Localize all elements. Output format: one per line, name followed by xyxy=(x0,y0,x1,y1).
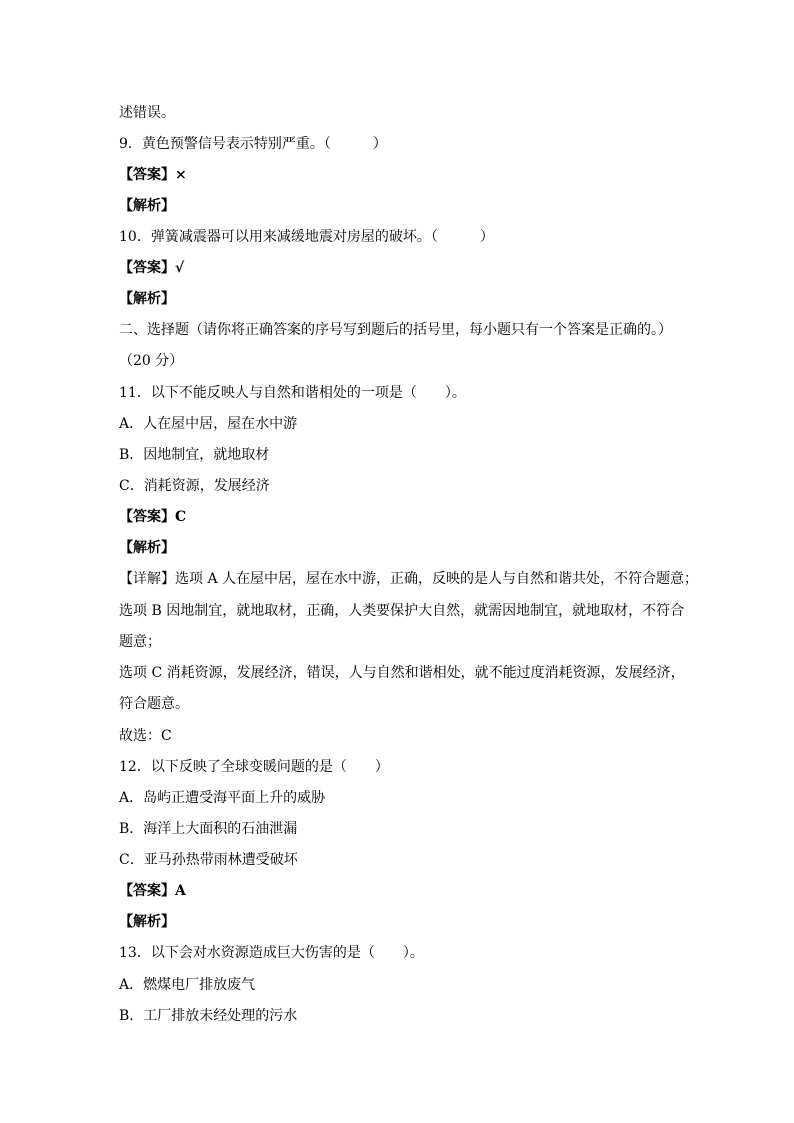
section-score: （20 分） xyxy=(119,353,184,369)
detail-11-line-1: 【详解】选项 A 人在屋中居，屋在水中游，正确，反映的是人与自然和谐共处，不符合题意； xyxy=(119,571,699,587)
option-12-b: B．海洋上大面积的石油泄漏 xyxy=(119,821,298,837)
option-12-c: C．亚马孙热带雨林遭受破坏 xyxy=(119,852,298,868)
detail-11-line-2: 选项 B 因地制宜，就地取材，正确，人类要保护大自然，就需因地制宜，就地取材，不符合 xyxy=(119,603,685,619)
analysis-9: 【解析】 xyxy=(119,198,175,214)
question-13: 13．以下会对水资源造成巨大伤害的是（ ）。 xyxy=(119,945,424,961)
option-13-a: A．燃煤电厂排放废气 xyxy=(119,977,256,993)
question-12: 12．以下反映了全球变暖问题的是（ ） xyxy=(119,759,389,775)
option-11-b: B．因地制宜，就地取材 xyxy=(119,447,270,463)
answer-11: 【答案】C xyxy=(119,509,187,525)
option-13-b: B．工厂排放未经处理的污水 xyxy=(119,1008,298,1024)
answer-9: 【答案】× xyxy=(119,167,187,183)
option-11-c: C．消耗资源，发展经济 xyxy=(119,478,270,494)
choice-11: 故选：C xyxy=(119,728,172,744)
question-11: 11．以下不能反映人与自然和谐相处的一项是（ ）。 xyxy=(119,385,466,401)
analysis-10: 【解析】 xyxy=(119,291,175,307)
answer-10: 【答案】√ xyxy=(119,260,185,276)
analysis-12: 【解析】 xyxy=(119,914,175,930)
option-11-a: A．人在屋中居，屋在水中游 xyxy=(119,416,298,432)
option-12-a: A．岛屿正遭受海平面上升的威胁 xyxy=(119,790,326,806)
analysis-11: 【解析】 xyxy=(119,540,175,556)
question-9: 9．黄色预警信号表示特别严重。（ ） xyxy=(119,136,387,152)
section-heading: 二、选择题（请你将正确答案的序号写到题后的括号里，每小题只有一个答案是正确的。） xyxy=(119,322,672,338)
question-10: 10．弹簧减震器可以用来减缓地震对房屋的破坏。（ ） xyxy=(119,229,494,245)
text-line: 述错误。 xyxy=(119,105,175,121)
detail-11-line-4: 选项 C 消耗资源，发展经济，错误，人与自然和谐相处，就不能过度消耗资源，发展经济， xyxy=(119,665,685,681)
detail-11-line-3: 题意； xyxy=(119,634,161,650)
detail-11-line-5: 符合题意。 xyxy=(119,696,189,712)
answer-12: 【答案】A xyxy=(119,883,186,899)
